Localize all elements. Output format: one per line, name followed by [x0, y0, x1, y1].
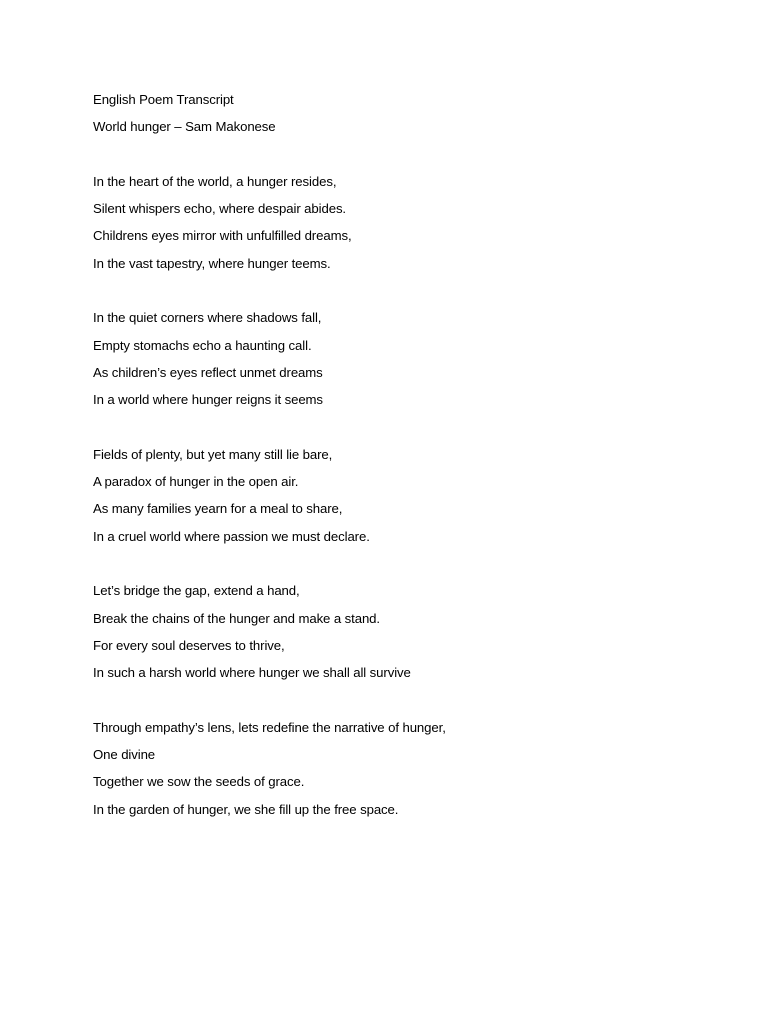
document-page [93, 86, 733, 823]
spacer [93, 414, 733, 441]
poem-line: Silent whispers echo, where despair abides. [93, 201, 346, 217]
poem-line: In the vast tapestry, where hunger teems. [93, 255, 331, 271]
poem-line: Empty stomachs echo a haunting call. [93, 337, 312, 353]
poem-line: In the garden of hunger, we she fill up the free space. [93, 801, 399, 817]
poem-line: As children’s eyes reflect unmet dreams [93, 364, 323, 380]
poem-line: A paradox of hunger in the open air. [93, 474, 299, 490]
poem-line: In a cruel world where passion we must declare. [93, 528, 370, 544]
spacer [93, 687, 733, 714]
spacer [93, 141, 733, 168]
poem-line: One divine [93, 747, 156, 763]
poem-line: In a world where hunger reigns it seems [93, 392, 323, 408]
poem-line: Together we sow the seeds of grace. [93, 774, 305, 790]
stanza-3 [93, 441, 733, 550]
poem-title: World hunger – Sam Makonese [93, 119, 276, 135]
stanza-1 [93, 168, 733, 277]
stanza-5 [93, 714, 733, 823]
stanza-4 [93, 577, 733, 686]
poem-line: In the quiet corners where shadows fall, [93, 310, 322, 326]
poem-line: In such a harsh world where hunger we shall all survive [93, 665, 411, 681]
poem-line: For every soul deserves to thrive, [93, 637, 285, 653]
poem-line: Through empathy’s lens, lets redefine the narrative of hunger, [93, 719, 446, 735]
poem-line: Let’s bridge the gap, extend a hand, [93, 583, 300, 599]
spacer [93, 550, 733, 577]
poem-line: Childrens eyes mirror with unfulfilled dreams, [93, 228, 352, 244]
poem-line: In the heart of the world, a hunger resides, [93, 173, 337, 189]
stanza-2 [93, 304, 733, 413]
spacer [93, 277, 733, 304]
poem-line: Break the chains of the hunger and make a stand. [93, 610, 380, 626]
document-header: English Poem Transcript [93, 92, 234, 107]
poem-line: As many families yearn for a meal to share, [93, 501, 343, 517]
poem-line: Fields of plenty, but yet many still lie bare, [93, 446, 333, 462]
